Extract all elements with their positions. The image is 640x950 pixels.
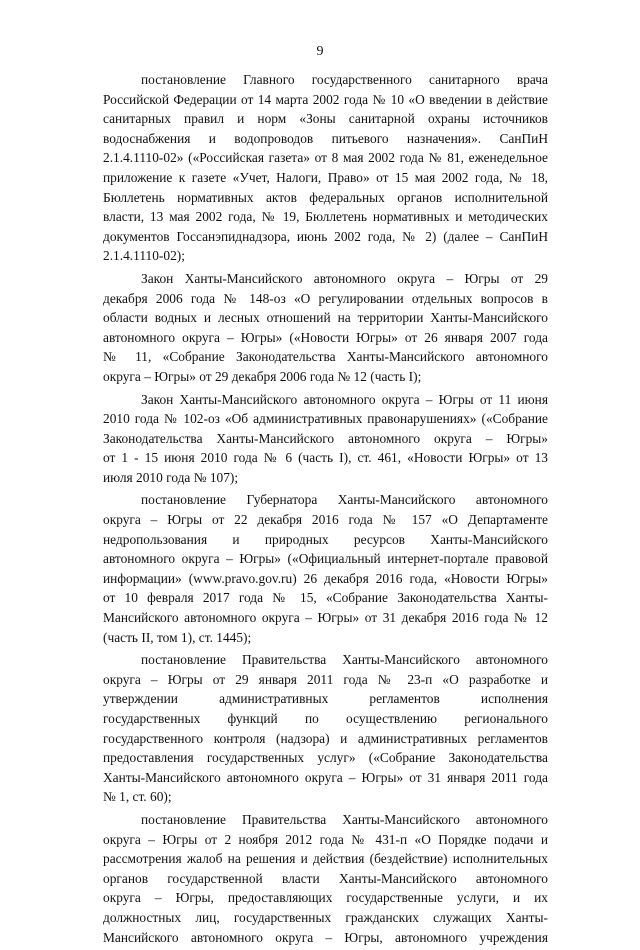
text-line: рассмотрения жалоб на решения и действия (бездействие) исполнительных — [103, 851, 548, 867]
text-line: от 1 - 15 июня 2010 года № 6 (часть I), ст. 461, «Новости Югры» от 13 — [103, 450, 548, 466]
text-line: № 11, «Собрание Законодательства Ханты-Мансийского автономного — [103, 349, 548, 365]
paragraph-government-resolution-23p — [103, 650, 548, 807]
text-line: декабря 2006 года № 148-оз «О регулировании отдельных вопросов в — [103, 290, 548, 306]
text-line: Закон Ханты-Мансийского автономного округа – Югры от 11 июня — [141, 391, 548, 407]
text-line: недропользования и природных ресурсов Ханты-Мансийского — [103, 531, 548, 547]
text-line: автономного округа – Югры» («Новости Югры» от 26 января 2007 года — [103, 329, 548, 345]
text-line: документов Госсанэпиднадзора, июнь 2002 года, № 2) (далее – СанПиН — [103, 228, 548, 244]
text-line: Закон Ханты-Мансийского автономного округа – Югры от 29 — [141, 270, 548, 286]
document-body — [103, 70, 548, 950]
text-line: водоснабжения и водопроводов питьевого назначения». СанПиН — [103, 130, 548, 146]
text-line: 2.1.4.1110-02» («Российская газета» от 8 мая 2002 года № 81, еженедельное — [103, 150, 548, 166]
page-number: 9 — [316, 44, 324, 59]
text-line: санитарных правил и норм «Зоны санитарной охраны источников — [103, 111, 548, 127]
text-line: 2010 года № 102-оз «Об административных правонарушениях» («Собрание — [103, 411, 548, 427]
text-line: № 1, ст. 60); — [103, 789, 172, 805]
text-line: Мансийского автономного округа – Югры» от 31 декабря 2016 года № 12 — [103, 610, 548, 626]
text-line: Законодательства Ханты-Мансийского автономного округа – Югры» — [103, 430, 548, 446]
text-line: (часть II, том 1), ст. 1445); — [103, 629, 252, 645]
text-line: государственных функций по осуществлению регионального — [103, 711, 548, 726]
text-line: предоставления государственных услуг» («Собрание Законодательства — [103, 750, 548, 766]
text-line: власти, 13 мая 2002 года, № 19, Бюллетень нормативных и методических — [103, 209, 548, 225]
text-line: Мансийского автономного округа – Югры, автономного учреждения — [103, 929, 548, 945]
text-line: Ханты-Мансийского автономного округа – Югры» от 31 января 2011 года — [103, 769, 548, 785]
text-line: постановление Правительства Ханты-Мансийского автономного — [141, 811, 548, 827]
text-line: утверждении административных регламентов исполнения — [103, 691, 548, 707]
text-line: постановление Главного государственного санитарного врача — [141, 72, 548, 87]
text-line: округа – Югры, предоставляющих государственные услуги, и их — [103, 890, 548, 906]
text-line: постановление Правительства Ханты-Мансийского автономного — [141, 652, 548, 668]
text-line: органов государственной власти Ханты-Мансийского автономного — [103, 870, 548, 886]
paragraph-law-148-oz — [103, 269, 548, 387]
text-line: Российской Федерации от 14 марта 2002 года № 10 «О введении в действие — [103, 91, 548, 107]
text-line: области водных и лесных отношений на территории Ханты-Мансийского — [103, 310, 548, 326]
paragraph-sanpin-resolution — [103, 70, 548, 266]
text-line: 2.1.4.1110-02); — [103, 248, 185, 264]
text-line: Бюллетень нормативных актов федеральных органов исполнительной — [103, 189, 548, 205]
text-line: округа – Югры от 22 декабря 2016 года № 157 «О Департаменте — [103, 512, 548, 528]
text-line: постановление Губернатора Ханты-Мансийского автономного — [141, 492, 548, 508]
paragraph-law-102-oz — [103, 390, 548, 488]
text-line: июля 2010 года № 107); — [103, 469, 239, 485]
text-line: от 10 февраля 2017 года № 15, «Собрание Законодательства Ханты- — [103, 590, 548, 606]
text-line: государственного контроля (надзора) и административных регламентов — [103, 730, 548, 746]
paragraph-governor-resolution-157 — [103, 490, 548, 647]
text-line: округа – Югры от 29 января 2011 года № 23-п «О разработке и — [103, 671, 548, 687]
text-line: должностных лиц, государственных гражданских служащих Ханты- — [103, 909, 548, 925]
text-line: информации» (www.pravo.gov.ru) 26 декабря 2016 года, «Новости Югры» — [103, 570, 548, 586]
text-line: приложение к газете «Учет, Налоги, Право» от 15 мая 2002 года, № 18, — [103, 169, 548, 185]
paragraph-government-resolution-431p — [103, 810, 548, 947]
text-line: округа – Югры» от 29 декабря 2006 года № 12 (часть I); — [103, 368, 422, 384]
text-line: округа – Югры от 2 ноября 2012 года № 431-п «О Порядке подачи и — [103, 831, 548, 847]
text-line: автономного округа – Югры» («Официальный интернет-портале правовой — [103, 551, 548, 567]
